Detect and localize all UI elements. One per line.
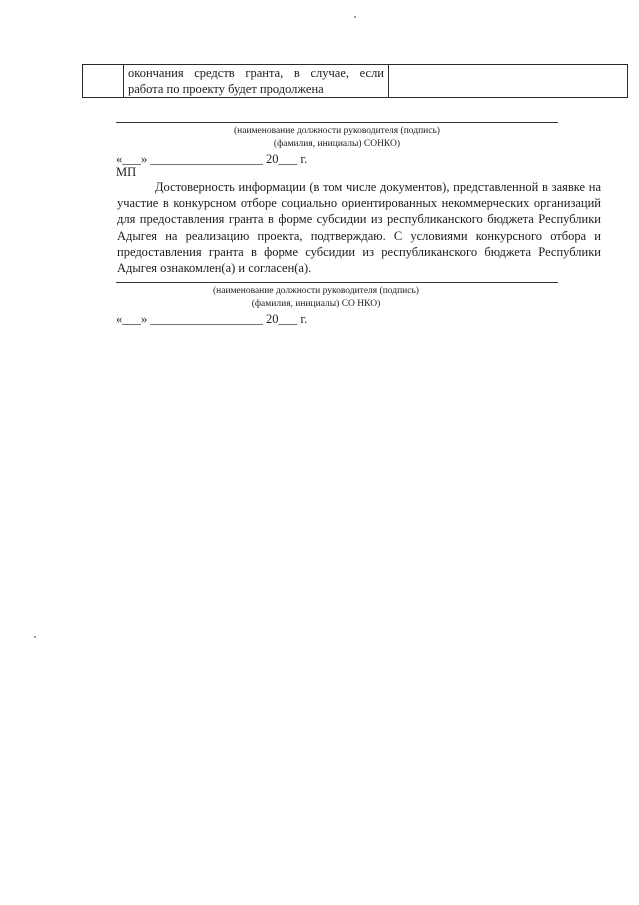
table-cell-number <box>83 65 124 98</box>
confirmation-paragraph: Достоверность информации (в том числе документов), представленной в заявке на участие в конкурсном отборе социально ориентированных некоммерческих организаций для предоставления гранта в форме субсидии из республиканского бюджета Республики Адыгея на реализацию проекта, подтверждаю. С условиями конкурсного отбора и предоставления гранта в форме субсидии из республиканского бюджета Республики Адыгея ознакомлен(а) и согласен(а). <box>117 180 601 276</box>
table-cell-description: окончания средств гранта, в случае, если работа по проекту будет продолжена <box>124 65 389 98</box>
scan-speck <box>34 636 36 638</box>
stamp-place-label: МП <box>116 165 137 179</box>
date-line: «___» __________________ 20___ г. <box>116 152 308 166</box>
continuation-table <box>82 64 628 98</box>
date-line: «___» __________________ 20___ г. <box>116 312 308 326</box>
scan-speck <box>354 16 356 18</box>
signature-caption-position: (наименование должности руководителя (подпись) <box>234 126 440 136</box>
signature-line <box>116 122 558 123</box>
signature-caption-name: (фамилия, инициалы) СО НКО) <box>251 299 381 309</box>
signature-line <box>116 282 558 283</box>
table-cell-value <box>389 65 628 98</box>
signature-caption-name: (фамилия, инициалы) СОНКО) <box>273 139 401 149</box>
signature-caption-position: (наименование должности руководителя (подпись) <box>213 286 419 296</box>
table-row <box>83 65 628 98</box>
